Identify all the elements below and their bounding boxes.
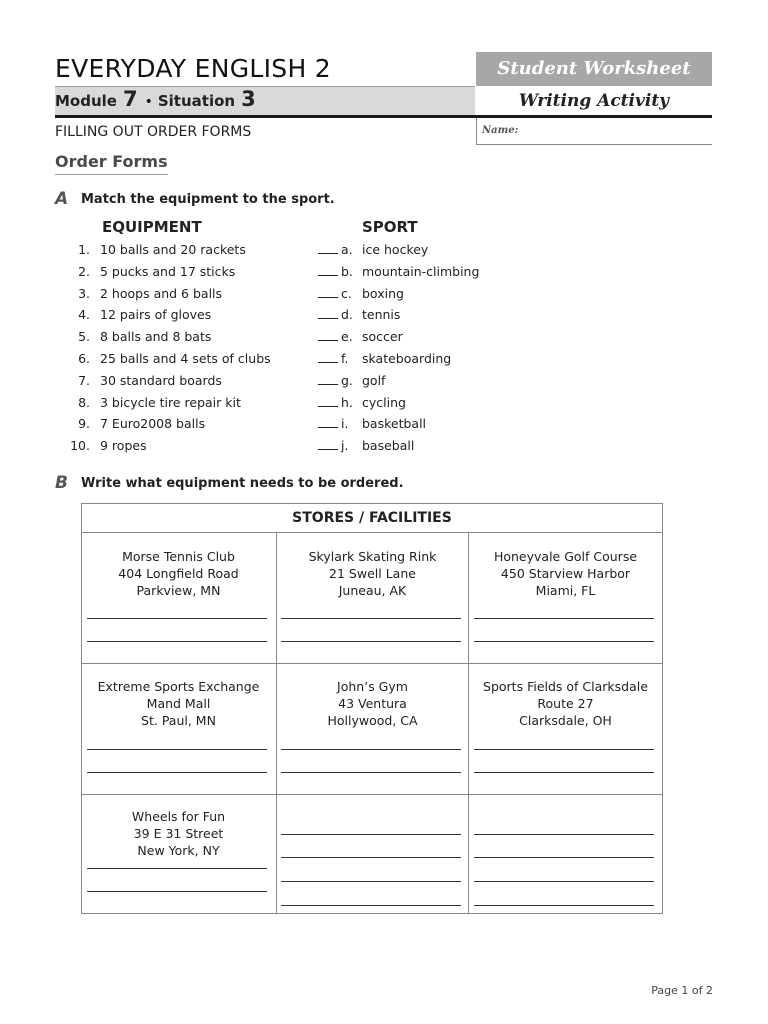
equipment-item: 25 balls and 4 sets of clubs <box>100 351 271 366</box>
equipment-number: 3. <box>78 285 90 301</box>
store-street: 39 E 31 Street <box>133 826 224 841</box>
name-field-label: Name: <box>482 125 519 136</box>
answer-line[interactable] <box>474 641 654 642</box>
writing-activity-label: Writing Activity <box>518 91 670 111</box>
answer-line[interactable] <box>281 834 461 835</box>
sport-item: mountain-climbing <box>362 263 480 279</box>
store-address-cell <box>82 808 275 859</box>
sport-item: tennis <box>362 307 401 323</box>
part-b-letter: B <box>55 473 68 493</box>
sport-letter: e. <box>341 329 353 345</box>
equipment-number: 8. <box>78 394 90 410</box>
store-street: 450 Starview Harbor <box>500 566 631 581</box>
store-street: Route 27 <box>537 696 594 711</box>
equipment-item: 30 standard boards <box>100 372 222 388</box>
store-name: Honeyvale Golf Course <box>493 549 638 564</box>
sport-letter: i. <box>341 416 349 432</box>
answer-blank[interactable] <box>318 253 338 254</box>
sport-letter: j. <box>341 438 349 454</box>
answer-line[interactable] <box>281 749 461 750</box>
store-address-cell <box>276 548 469 599</box>
store-street: 21 Swell Lane <box>329 566 416 581</box>
equipment-number: 7. <box>78 372 90 388</box>
answer-line[interactable] <box>474 905 654 906</box>
sport-letter: h. <box>341 394 353 410</box>
bullet-separator: • <box>144 94 153 110</box>
module-number: 7 <box>122 87 138 111</box>
equipment-item: 12 pairs of gloves <box>100 307 212 323</box>
equipment-number: 2. <box>78 263 90 279</box>
table-row-divider <box>82 794 662 795</box>
answer-line[interactable] <box>474 749 654 750</box>
sport-letter: a. <box>341 242 353 257</box>
equipment-number: 10. <box>70 438 90 454</box>
answer-blank[interactable] <box>318 384 338 385</box>
answer-line[interactable] <box>281 618 461 619</box>
answer-line[interactable] <box>87 772 267 773</box>
store-city: Miami, FL <box>535 583 596 598</box>
answer-line[interactable] <box>474 618 654 619</box>
store-street: 404 Longfield Road <box>118 566 239 581</box>
sport-letter: c. <box>341 285 352 301</box>
store-name: Morse Tennis Club <box>122 549 235 564</box>
sport-item: basketball <box>362 416 427 432</box>
store-street: Mand Mall <box>146 696 211 711</box>
answer-line[interactable] <box>87 891 267 892</box>
student-worksheet-label: Student Worksheet <box>476 52 712 86</box>
store-city: Juneau, AK <box>338 583 407 598</box>
answer-blank[interactable] <box>318 362 338 363</box>
sport-letter: b. <box>341 263 353 279</box>
equipment-number: 6. <box>78 351 90 366</box>
store-name: Wheels for Fun <box>131 809 226 824</box>
store-name: Sports Fields of Clarksdale <box>483 679 648 694</box>
store-city: New York, NY <box>137 843 220 858</box>
match-row <box>0 395 768 417</box>
sport-letter: g. <box>341 372 353 388</box>
equipment-number: 1. <box>78 242 90 257</box>
sport-item: cycling <box>362 394 406 410</box>
answer-blank[interactable] <box>318 318 338 319</box>
equipment-item: 2 hoops and 6 balls <box>100 285 223 301</box>
equipment-item: 5 pucks and 17 sticks <box>100 263 236 279</box>
answer-line[interactable] <box>474 857 654 858</box>
store-address-cell <box>469 678 662 729</box>
sport-item: skateboarding <box>362 351 452 366</box>
answer-line[interactable] <box>87 868 267 869</box>
answer-blank[interactable] <box>318 297 338 298</box>
sport-heading: SPORT <box>362 218 418 236</box>
store-city: Clarksdale, OH <box>519 713 612 728</box>
match-row <box>0 373 768 395</box>
situation-label: Situation <box>157 92 236 110</box>
situation-number: 3 <box>241 87 256 111</box>
match-row <box>0 286 768 308</box>
sport-letter: f. <box>341 351 349 366</box>
match-row <box>0 438 768 460</box>
store-name: John’s Gym <box>337 679 408 694</box>
store-address-cell <box>82 678 275 729</box>
module-label: Module <box>55 92 117 110</box>
store-city: St. Paul, MN <box>141 713 216 728</box>
answer-line[interactable] <box>87 618 267 619</box>
answer-blank[interactable] <box>318 406 338 407</box>
stores-table-heading: STORES / FACILITIES <box>82 504 662 533</box>
answer-line[interactable] <box>281 905 461 906</box>
equipment-item: 10 balls and 20 rackets <box>100 242 246 257</box>
equipment-item: 7 Euro2008 balls <box>100 416 206 432</box>
section-title: Order Forms <box>55 152 168 175</box>
answer-line[interactable] <box>87 749 267 750</box>
store-city: Parkview, MN <box>136 583 221 598</box>
match-row <box>0 329 768 351</box>
store-street: 43 Ventura <box>338 696 407 711</box>
answer-blank[interactable] <box>318 449 338 450</box>
part-a-instruction: Match the equipment to the sport. <box>81 192 335 207</box>
sport-item: golf <box>362 372 386 388</box>
equipment-item: 8 balls and 8 bats <box>100 329 212 345</box>
answer-blank[interactable] <box>318 340 338 341</box>
equipment-heading: EQUIPMENT <box>102 218 202 236</box>
module-situation-bar <box>55 86 475 115</box>
answer-line[interactable] <box>87 641 267 642</box>
worksheet-title: EVERYDAY ENGLISH 2 <box>55 54 332 83</box>
page-number: Page 1 of 2 <box>651 984 713 997</box>
match-row <box>0 242 768 264</box>
equipment-number: 5. <box>78 329 90 345</box>
worksheet-subtitle: FILLING OUT ORDER FORMS <box>55 124 252 140</box>
sport-item: boxing <box>362 285 404 301</box>
equipment-item: 9 ropes <box>100 438 147 454</box>
equipment-number: 4. <box>78 307 90 323</box>
match-row <box>0 351 768 373</box>
store-address-cell <box>276 678 469 729</box>
answer-line[interactable] <box>281 857 461 858</box>
answer-line[interactable] <box>474 772 654 773</box>
sport-item: soccer <box>362 329 403 345</box>
part-a-letter: A <box>55 189 69 209</box>
answer-line[interactable] <box>281 641 461 642</box>
store-city: Hollywood, CA <box>327 713 418 728</box>
store-name: Skylark Skating Rink <box>308 549 437 564</box>
equipment-number: 9. <box>78 416 90 432</box>
match-row <box>0 307 768 329</box>
equipment-item: 3 bicycle tire repair kit <box>100 394 241 410</box>
answer-line[interactable] <box>474 834 654 835</box>
match-row <box>0 264 768 286</box>
answer-blank[interactable] <box>318 427 338 428</box>
answer-line[interactable] <box>474 881 654 882</box>
sport-item: ice hockey <box>362 242 429 257</box>
match-row <box>0 416 768 438</box>
store-address-cell <box>82 548 275 599</box>
stores-table <box>81 503 663 914</box>
part-b-instruction: Write what equipment needs to be ordered. <box>81 476 404 491</box>
table-row-divider <box>82 663 662 664</box>
answer-line[interactable] <box>281 772 461 773</box>
store-name: Extreme Sports Exchange <box>97 679 260 694</box>
answer-line[interactable] <box>281 881 461 882</box>
store-address-cell <box>469 548 662 599</box>
sport-item: baseball <box>362 438 415 454</box>
answer-blank[interactable] <box>318 275 338 276</box>
sport-letter: d. <box>341 307 353 323</box>
